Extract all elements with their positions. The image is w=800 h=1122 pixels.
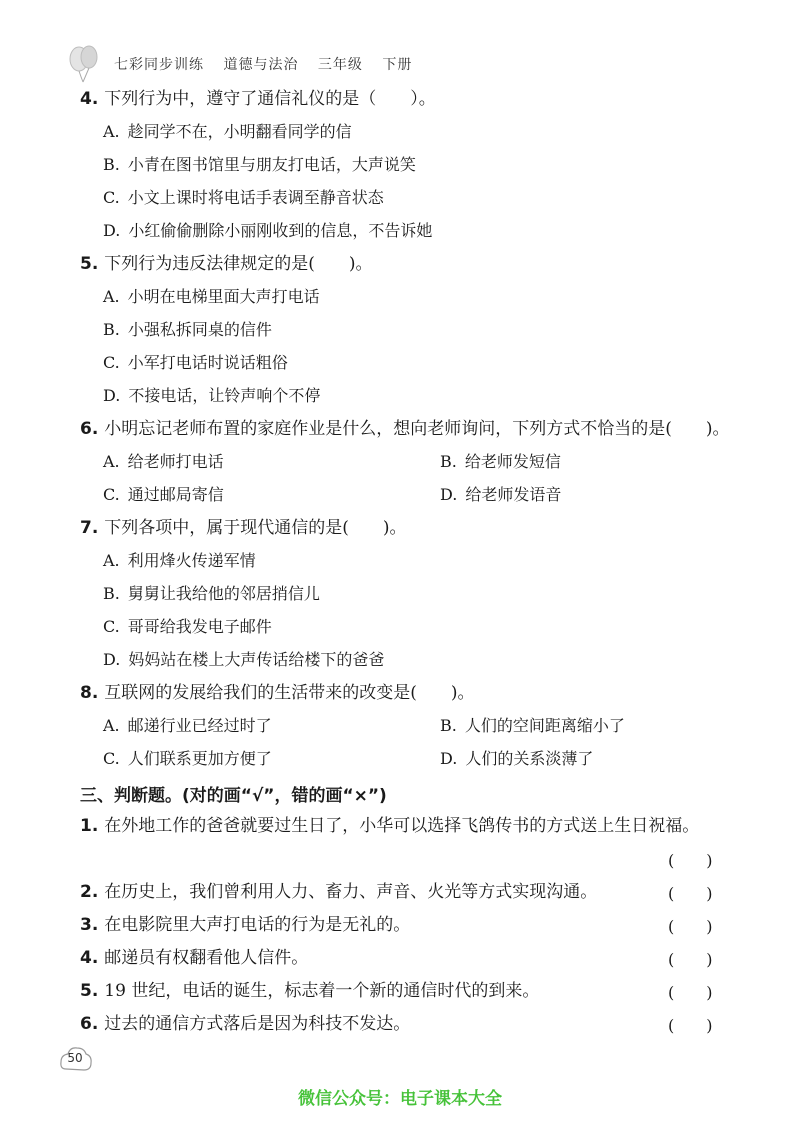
option-4c: C. 小文上课时将电话手表调至静音状态: [103, 188, 384, 207]
option-5c: C. 小军打电话时说话粗俗: [103, 353, 288, 372]
item-number: 4.: [80, 948, 99, 968]
judge-item-1: [80, 815, 699, 837]
question-text: 下列各项中，属于现代通信的是( )。: [104, 518, 407, 538]
option-7d: D. 妈妈站在楼上大声传话给楼下的爸爸: [103, 650, 385, 669]
header-grade: 三年级: [317, 57, 363, 73]
option-8d: D. 人们的关系淡薄了: [440, 749, 594, 768]
option-6b: B. 给老师发短信: [440, 452, 561, 471]
question-text: 小明忘记老师布置的家庭作业是什么，想向老师询问，下列方式不恰当的是( )。: [104, 419, 730, 439]
question-number: 7.: [80, 518, 99, 538]
option-4b: B. 小青在图书馆里与朋友打电话，大声说笑: [103, 155, 416, 174]
question-4: [80, 88, 436, 110]
option-8c: C. 人们联系更加方便了: [103, 749, 272, 768]
option-6a: A. 给老师打电话: [103, 452, 224, 471]
question-number: 5.: [80, 254, 99, 274]
item-text: 邮递员有权翻看他人信件。: [104, 948, 309, 968]
header-term: 下册: [382, 57, 413, 73]
answer-blank-2[interactable]: ( ): [668, 884, 713, 903]
answer-blank-4[interactable]: ( ): [668, 950, 713, 969]
item-number: 5.: [80, 981, 99, 1001]
judge-item-4: [80, 947, 308, 969]
option-6c: C. 通过邮局寄信: [103, 485, 224, 504]
answer-blank-3[interactable]: ( ): [668, 917, 713, 936]
item-number: 6.: [80, 1014, 99, 1034]
option-5a: A. 小明在电梯里面大声打电话: [103, 287, 320, 306]
question-5: [80, 253, 373, 275]
option-6d: D. 给老师发语音: [440, 485, 562, 504]
question-number: 6.: [80, 419, 99, 439]
section-3-title: 三、判断题。(对的画“√”，错的画“×”): [80, 786, 387, 806]
option-4a: A. 趁同学不在，小明翻看同学的信: [103, 122, 352, 141]
judge-item-2: [80, 881, 597, 903]
balloon-logo-icon: [64, 44, 104, 84]
option-7a: A. 利用烽火传递军情: [103, 551, 256, 570]
answer-blank-5[interactable]: ( ): [668, 983, 713, 1002]
header-subject: 道德与法治: [223, 57, 299, 73]
option-4d: D. 小红偷偷删除小丽刚收到的信息，不告诉她: [103, 221, 433, 240]
page-number-badge: [58, 1043, 94, 1079]
judge-item-5: [80, 980, 539, 1002]
question-8: [80, 682, 475, 704]
item-text: 过去的通信方式落后是因为科技不发达。: [104, 1014, 411, 1034]
question-number: 8.: [80, 683, 99, 703]
question-text: 下列行为中，遵守了通信礼仪的是（ ）。: [104, 89, 436, 109]
item-number: 2.: [80, 882, 99, 902]
question-text: 互联网的发展给我们的生活带来的改变是( )。: [104, 683, 475, 703]
header-title: [114, 54, 426, 74]
question-7: [80, 517, 407, 539]
judge-item-3: [80, 914, 410, 936]
item-text: 在外地工作的爸爸就要过生日了，小华可以选择飞鸽传书的方式送上生日祝福。: [104, 816, 700, 836]
item-text: 在电影院里大声打电话的行为是无礼的。: [104, 915, 411, 935]
judge-item-6: [80, 1013, 410, 1035]
item-number: 1.: [80, 816, 99, 836]
item-text: 19 世纪，电话的诞生，标志着一个新的通信时代的到来。: [104, 981, 540, 1001]
page-header: [64, 44, 426, 84]
question-text: 下列行为违反法律规定的是( )。: [104, 254, 373, 274]
option-5b: B. 小强私拆同桌的信件: [103, 320, 272, 339]
item-text: 在历史上，我们曾利用人力、畜力、声音、火光等方式实现沟通。: [104, 882, 598, 902]
option-8b: B. 人们的空间距离缩小了: [440, 716, 625, 735]
answer-blank-6[interactable]: ( ): [668, 1016, 713, 1035]
page-number: 50: [67, 1051, 83, 1065]
item-number: 3.: [80, 915, 99, 935]
option-7c: C. 哥哥给我发电子邮件: [103, 617, 272, 636]
option-8a: A. 邮递行业已经过时了: [103, 716, 272, 735]
option-5d: D. 不接电话，让铃声响个不停: [103, 386, 321, 405]
question-number: 4.: [80, 89, 99, 109]
answer-blank-1[interactable]: ( ): [668, 851, 713, 870]
footer-watermark: 微信公众号：电子课本大全: [298, 1089, 502, 1109]
option-7b: B. 舅舅让我给他的邻居捎信儿: [103, 584, 320, 603]
question-6: [80, 418, 730, 440]
header-series: 七彩同步训练: [114, 57, 204, 73]
